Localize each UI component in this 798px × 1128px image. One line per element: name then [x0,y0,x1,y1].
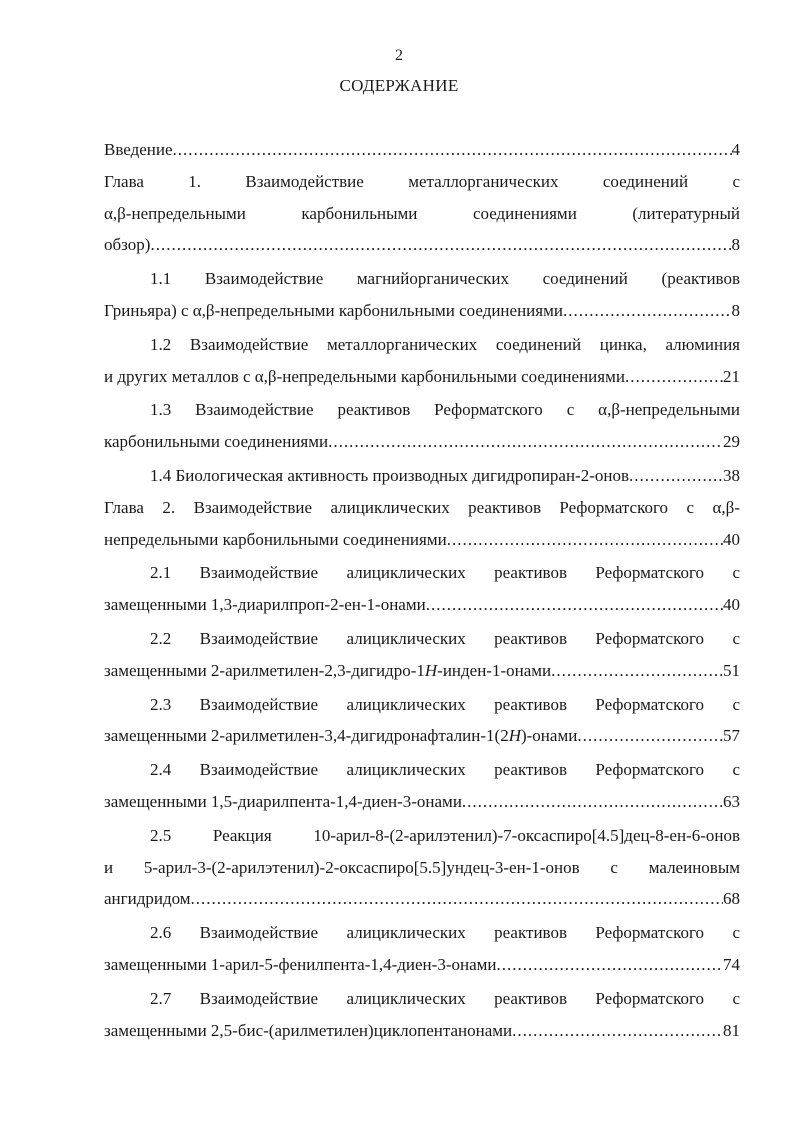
toc-entry-text [104,655,551,687]
leader-dots [191,883,723,915]
toc-line [104,295,740,327]
toc-line: 2.6 Взаимодействие алициклических реактивов Реформатского с [150,923,740,943]
page-title: СОДЕРЖАНИЕ [339,76,459,95]
toc-page-number: 57 [723,726,740,746]
toc-text-italic: H [424,660,438,680]
toc-entry-2-4 [104,754,740,818]
toc-line [104,655,740,687]
leader-dots [150,229,731,261]
toc-text-part: замещенными 2-арилметилен-2,3-дигидро-1 [104,660,425,680]
toc-entry-chapter-2 [104,492,740,556]
toc-line [104,460,740,492]
toc-entry-2-7 [104,983,740,1047]
toc-text-italic: H [508,726,521,746]
toc-page-number: 21 [723,366,740,386]
toc-entry-1-3 [104,394,740,458]
leader-dots [629,460,723,492]
toc-entry-intro [104,134,740,166]
toc-page-number: 68 [723,889,740,909]
toc-entry-text: карбонильными соединениями [104,432,329,452]
toc-entry-text: замещенными 1,5-диарилпента-1,4-диен-3-онами [104,791,462,811]
toc-entry-1-1 [104,263,740,327]
toc-entry-1-2 [104,329,740,393]
toc-entry-1-4 [104,460,740,492]
toc-entry-text [104,720,577,752]
leader-dots [625,361,723,393]
toc-page-number: 81 [723,1020,740,1040]
toc-entry-text: 1.4 Биологическая активность производных дигидропиран-2-онов [150,465,630,485]
leader-dots [426,589,723,621]
leader-dots [551,655,723,687]
leader-dots [328,426,723,458]
toc-entry-2-6 [104,917,740,981]
toc-entry-text: замещенными 2,5-бис-(арилметилен)циклопентанонами [104,1020,513,1040]
toc-line: 1.3 Взаимодействие реактивов Реформатского с α,β-непредельными [150,400,740,420]
toc-entry-2-3 [104,689,740,753]
toc-line: 2.1 Взаимодействие алициклических реактивов Реформатского с [150,563,740,583]
toc-line [104,524,740,556]
toc-entry-text: Гриньяра) с α,β-непредельными карбонильными соединениями [104,300,563,320]
toc-page-number: 8 [731,235,740,255]
toc-line [104,361,740,393]
toc-text-part: замещенными 2-арилметилен-3,4-дигидронафталин-1(2 [104,726,509,746]
toc-line [104,949,740,981]
leader-dots [447,524,723,556]
toc-page-number: 63 [723,791,740,811]
toc-entry-text: замещенными 1-арил-5-фенилпента-1,4-диен-3-онами [104,954,497,974]
toc-text-part: )-онами [520,726,578,746]
toc-page-number: 74 [723,954,740,974]
toc-entry-text: замещенными 1,3-диарилпроп-2-ен-1-онами [104,595,426,615]
toc-line [104,883,740,915]
toc-entry-text: обзор) [104,235,151,255]
toc-entry-2-5 [104,820,740,915]
toc-line [104,426,740,458]
toc-line: α,β-непредельными карбонильными соединениями (литературный [104,203,740,223]
toc-entry-text: и других металлов с α,β-непредельными карбонильными соединениями [104,366,625,386]
toc-page-number: 40 [723,529,740,549]
leader-dots [563,295,732,327]
toc-line: 1.2 Взаимодействие металлорганических соединений цинка, алюминия [150,334,740,354]
toc-entry-text: Введение [104,140,173,159]
toc-line: Глава 1. Взаимодействие металлорганических соединений с [104,171,740,191]
toc-page-number: 4 [731,140,740,159]
toc-line [104,1015,740,1047]
toc-line: 2.5 Реакция 10-арил-8-(2-арилэтенил)-7-оксаспиро[4.5]дец-8-ен-6-онов [150,825,740,845]
toc-page-number: 51 [723,660,740,680]
leader-dots [496,949,723,981]
leader-dots [577,720,723,752]
toc-line: и 5-арил-3-(2-арилэтенил)-2-оксаспиро[5.5]ундец-3-ен-1-онов с малеиновым [104,857,740,877]
page-number: 2 [395,47,403,64]
toc-line: 2.4 Взаимодействие алициклических реактивов Реформатского с [150,760,740,780]
leader-dots [462,786,723,818]
toc-entry-2-2 [104,623,740,687]
toc-entry-chapter-1 [104,166,740,261]
toc-line: 2.7 Взаимодействие алициклических реактивов Реформатского с [150,988,740,1008]
toc-line [104,229,740,261]
toc-entry-2-1 [104,557,740,621]
toc-line: 1.1 Взаимодействие магнийорганических соединений (реактивов [150,269,740,289]
toc-page-number: 29 [723,432,740,452]
toc-entry-text: непредельными карбонильными соединениями [104,529,447,549]
toc-line [104,720,740,752]
toc-text-part: -инден-1-онами [437,660,552,680]
toc-line: 2.2 Взаимодействие алициклических реактивов Реформатского с [150,628,740,648]
leader-dots [512,1015,723,1047]
toc-line [104,589,740,621]
toc-page-number: 38 [723,465,740,485]
toc-page-number: 40 [723,595,740,615]
toc-entry-text: ангидридом [104,889,191,909]
table-of-contents [104,134,740,1046]
toc-line [104,786,740,818]
leader-dots [173,134,732,166]
toc-line: Глава 2. Взаимодействие алициклических реактивов Реформатского с α,β- [104,497,740,517]
toc-page-number: 8 [731,300,740,320]
toc-line: 2.3 Взаимодействие алициклических реактивов Реформатского с [150,694,740,714]
